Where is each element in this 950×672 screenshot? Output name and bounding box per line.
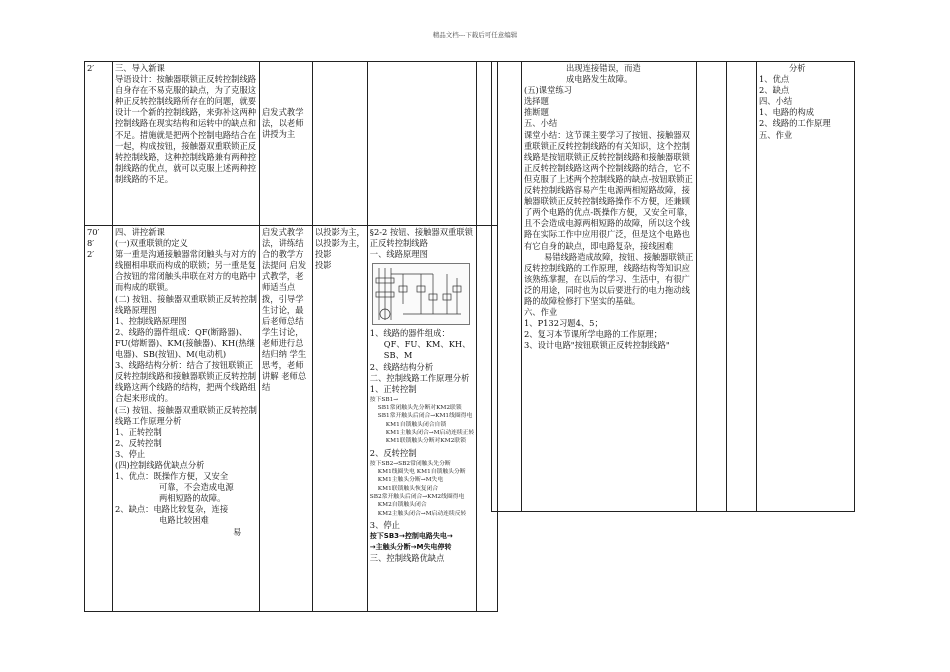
section-heading: 四、讲控新课 [115, 227, 165, 237]
circuit-drawing [373, 264, 467, 324]
page-header: 精品文档---下载后可任意编辑 [432, 31, 518, 39]
reverse-flowchart: 按下SB2→SB2常闭触头先分断 KM1线圈失电 KM1自锁触头分断 KM1主触头分断→M失电 KM1联锁触头恢复闭合 SB2常开触头后闭合→KM2线圈得电 KM2自锁触头闭合 KM2主触头闭合→M启动连续反转 [369, 460, 467, 517]
stop-flow-line-2: →主触头分断→M失电停转 [369, 542, 452, 551]
circuit-diagram [372, 263, 471, 325]
media-cell [727, 62, 757, 512]
lesson-table-left [84, 61, 498, 612]
time-cell [492, 62, 522, 512]
content-cell: 四、讲控新课 (一)双重联锁的定义 第一重是沟通接触器常闭触头与对方的线圈相串联而构成的联锁；另一重是复合按钮的常闭触头串联在对方的电路中而构成的联锁。 (二) 按钮、接触器双重联锁正反转控制线路原理图 1、控制线路原理图 2、线路的器件组成：QF(断路器)、FU(熔断器)、KM(接触器)、KH(热继电器)、SB(按钮)、M(电动机) 3、线路结构分析：结合了按钮联锁正反转控制线路和接触器联锁正反转控制线路这两个线路的结构，把两个线路组合起来形成的。 (三) 按钮、接触器双重联锁正反转控制线路工作原理分析 1、正转控制 2、反转控制 3、停止 (四)控制线路优缺点分析 1、优点：既操作方便，又安全 可靠，不会造成电源 两相短路的故障。 2、缺点：电路比较复杂，连接 电路比较困难 易 [113, 226, 260, 612]
board-cell [367, 62, 477, 226]
cons-line: 2、缺点：电路比较复杂，连接 [115, 504, 229, 515]
board-cell: §2-2 按钮、接触器双重联锁正反转控制线路 一、线路原理图 1、线路的器件组成： QF、FU、KM、KH、 SB、M 2、线路结构分析 二、控制线路工作原理分析 1、正转控制 按下SB1→ SB1常闭触头先分断对KM2联锁 SB1常开触头后闭合→KM1线圈得电 KM1自锁触头闭合自锁 KM1主触头闭合→M启动连续正转 KM1联锁触头分断对KM2联锁 2、反转控制 按下SB2→SB2常闭触头先分断 KM1线圈失电 KM1自锁触头分断 KM1主触头分断→M失电 KM1联锁触头恢复闭合 SB2常开触头后闭合→KM2线圈得电 KM2自锁触头闭合 KM2主触头闭合→M启动连续反转 3、停止 按下SB3→控制电路失电→ →主触头分断→M失电停转 三、控制线路优缺点 [367, 226, 477, 612]
forward-flowchart: 按下SB1→ SB1常闭触头先分断对KM2联锁 SB1常开触头后闭合→KM1线圈得电 KM1自锁触头闭合自锁 KM1主触头闭合→M启动连续正转 KM1联锁触头分断对KM2联锁 [369, 396, 475, 445]
summary-paragraph: 课堂小结：这节课主要学习了按钮、接触器双重联锁正反转控制线路的有关知识，这个控制线路是按钮联锁正反转控制线路和接触器联锁正反转控制线路这两个控制线路的结合，它不但克服了上述两个控制线路的缺点-按钮联锁正反转控制线路容易产生电源两相短路故障，接触器联锁正反转控制线路操作不方便，还兼顾了两个电路的优点-既操作方便，又安全可靠，且不会造成电源两相短路的故障，所以这个线路在实际工作中应用很广泛，但是这个电路也有它自身的缺点，即电路复杂，接线困难易错线路造成故障，按钮、接触器联锁正反转控制线路的工作原理，线路结构等知识应该熟练掌握，在以后的学习、生活中，有很广泛的用途，同时也为以后要进行的电力拖动线路的故障检修打下坚实的基础。 [524, 129, 694, 306]
board-cell: 分析 1、优点 2、缺点 四、小结 1、电路的构成 2、线路的工作原理 五、作业 [757, 62, 855, 512]
method-cell: 启发式教学法，以老师讲授为主 [260, 62, 313, 226]
time-cell: 2′ [85, 62, 113, 226]
content-cell: 出现连接错误，而造 成电路发生故障。 (五)课堂练习 选择题 推断题 五、小结 课堂小结：这节课主要学习了按钮、接触器双重联锁正反转控制线路的有关知识，这个控制线路是按钮联锁正反转控制线路和接触器联锁正反转控制线路这两个控制线路的结合，它不但克服了上述两个控制线路的缺点-按钮联锁正反转控制线路容易产生电源两相短路故障，接触器联锁正反转控制线路操作不方便，还兼顾了两个电路的优点-既操作方便，又安全可靠，且不会造成电源两相短路的故障，所以这个线路在实际工作中应用很广泛，但是这个电路也有它自身的缺点，即电路复杂，接线困难易错线路造成故障，按钮、接触器联锁正反转控制线路的工作原理，线路结构等知识应该熟练掌握，在以后的学习、生活中，有很广泛的用途，同时也为以后要进行的电力拖动线路的故障检修打下坚实的基础。 六、作业 1、P132习题4、5； 2、复习本节课所学电路的工作原理； 3、设计电路"按钮联锁正反转控制线路" [522, 62, 697, 512]
method-cell [697, 62, 727, 512]
media-cell [313, 62, 368, 226]
section-heading: 三、导入新课 [115, 63, 165, 73]
time-cell: 70′ 8′ 2′ [85, 226, 113, 612]
pros-line: 1、优点：既操作方便，又安全 [115, 471, 229, 482]
intro-paragraph: 导语设计：按触器联锁正反转控制线路自身存在不易克服的缺点，为了克服这种正反转控制线路所存在的问题，就要设计一个新的控制线路，来弥补这两种控制线路在现实结构和运转中的缺点和不足。措施就是把两个控制电路结合在一起，构成按钮，接触器双重联锁正反转控制线路，这种控制线路兼有两种控制线路的优点，就可以克服上述两种控制线路的不足。 [115, 74, 257, 184]
method-cell: 启发式教学法，讲练结合的教学方法提问 启发式教学，老师适当点拨，引导学生讨论，最后老师总结 学生讨论，老师进行总结归纳 学生思考，老师讲解 老师总结 [260, 226, 313, 612]
lesson-table-right [491, 61, 855, 512]
board-title: §2-2 按钮、接触器双重联锁正反转控制线路 [369, 227, 473, 249]
stop-flow-line-1: 按下SB3→控制电路失电→ [369, 531, 453, 540]
media-cell: 以投影为主， 以投影为主， 投影 投影 [313, 226, 368, 612]
content-cell [113, 62, 260, 226]
